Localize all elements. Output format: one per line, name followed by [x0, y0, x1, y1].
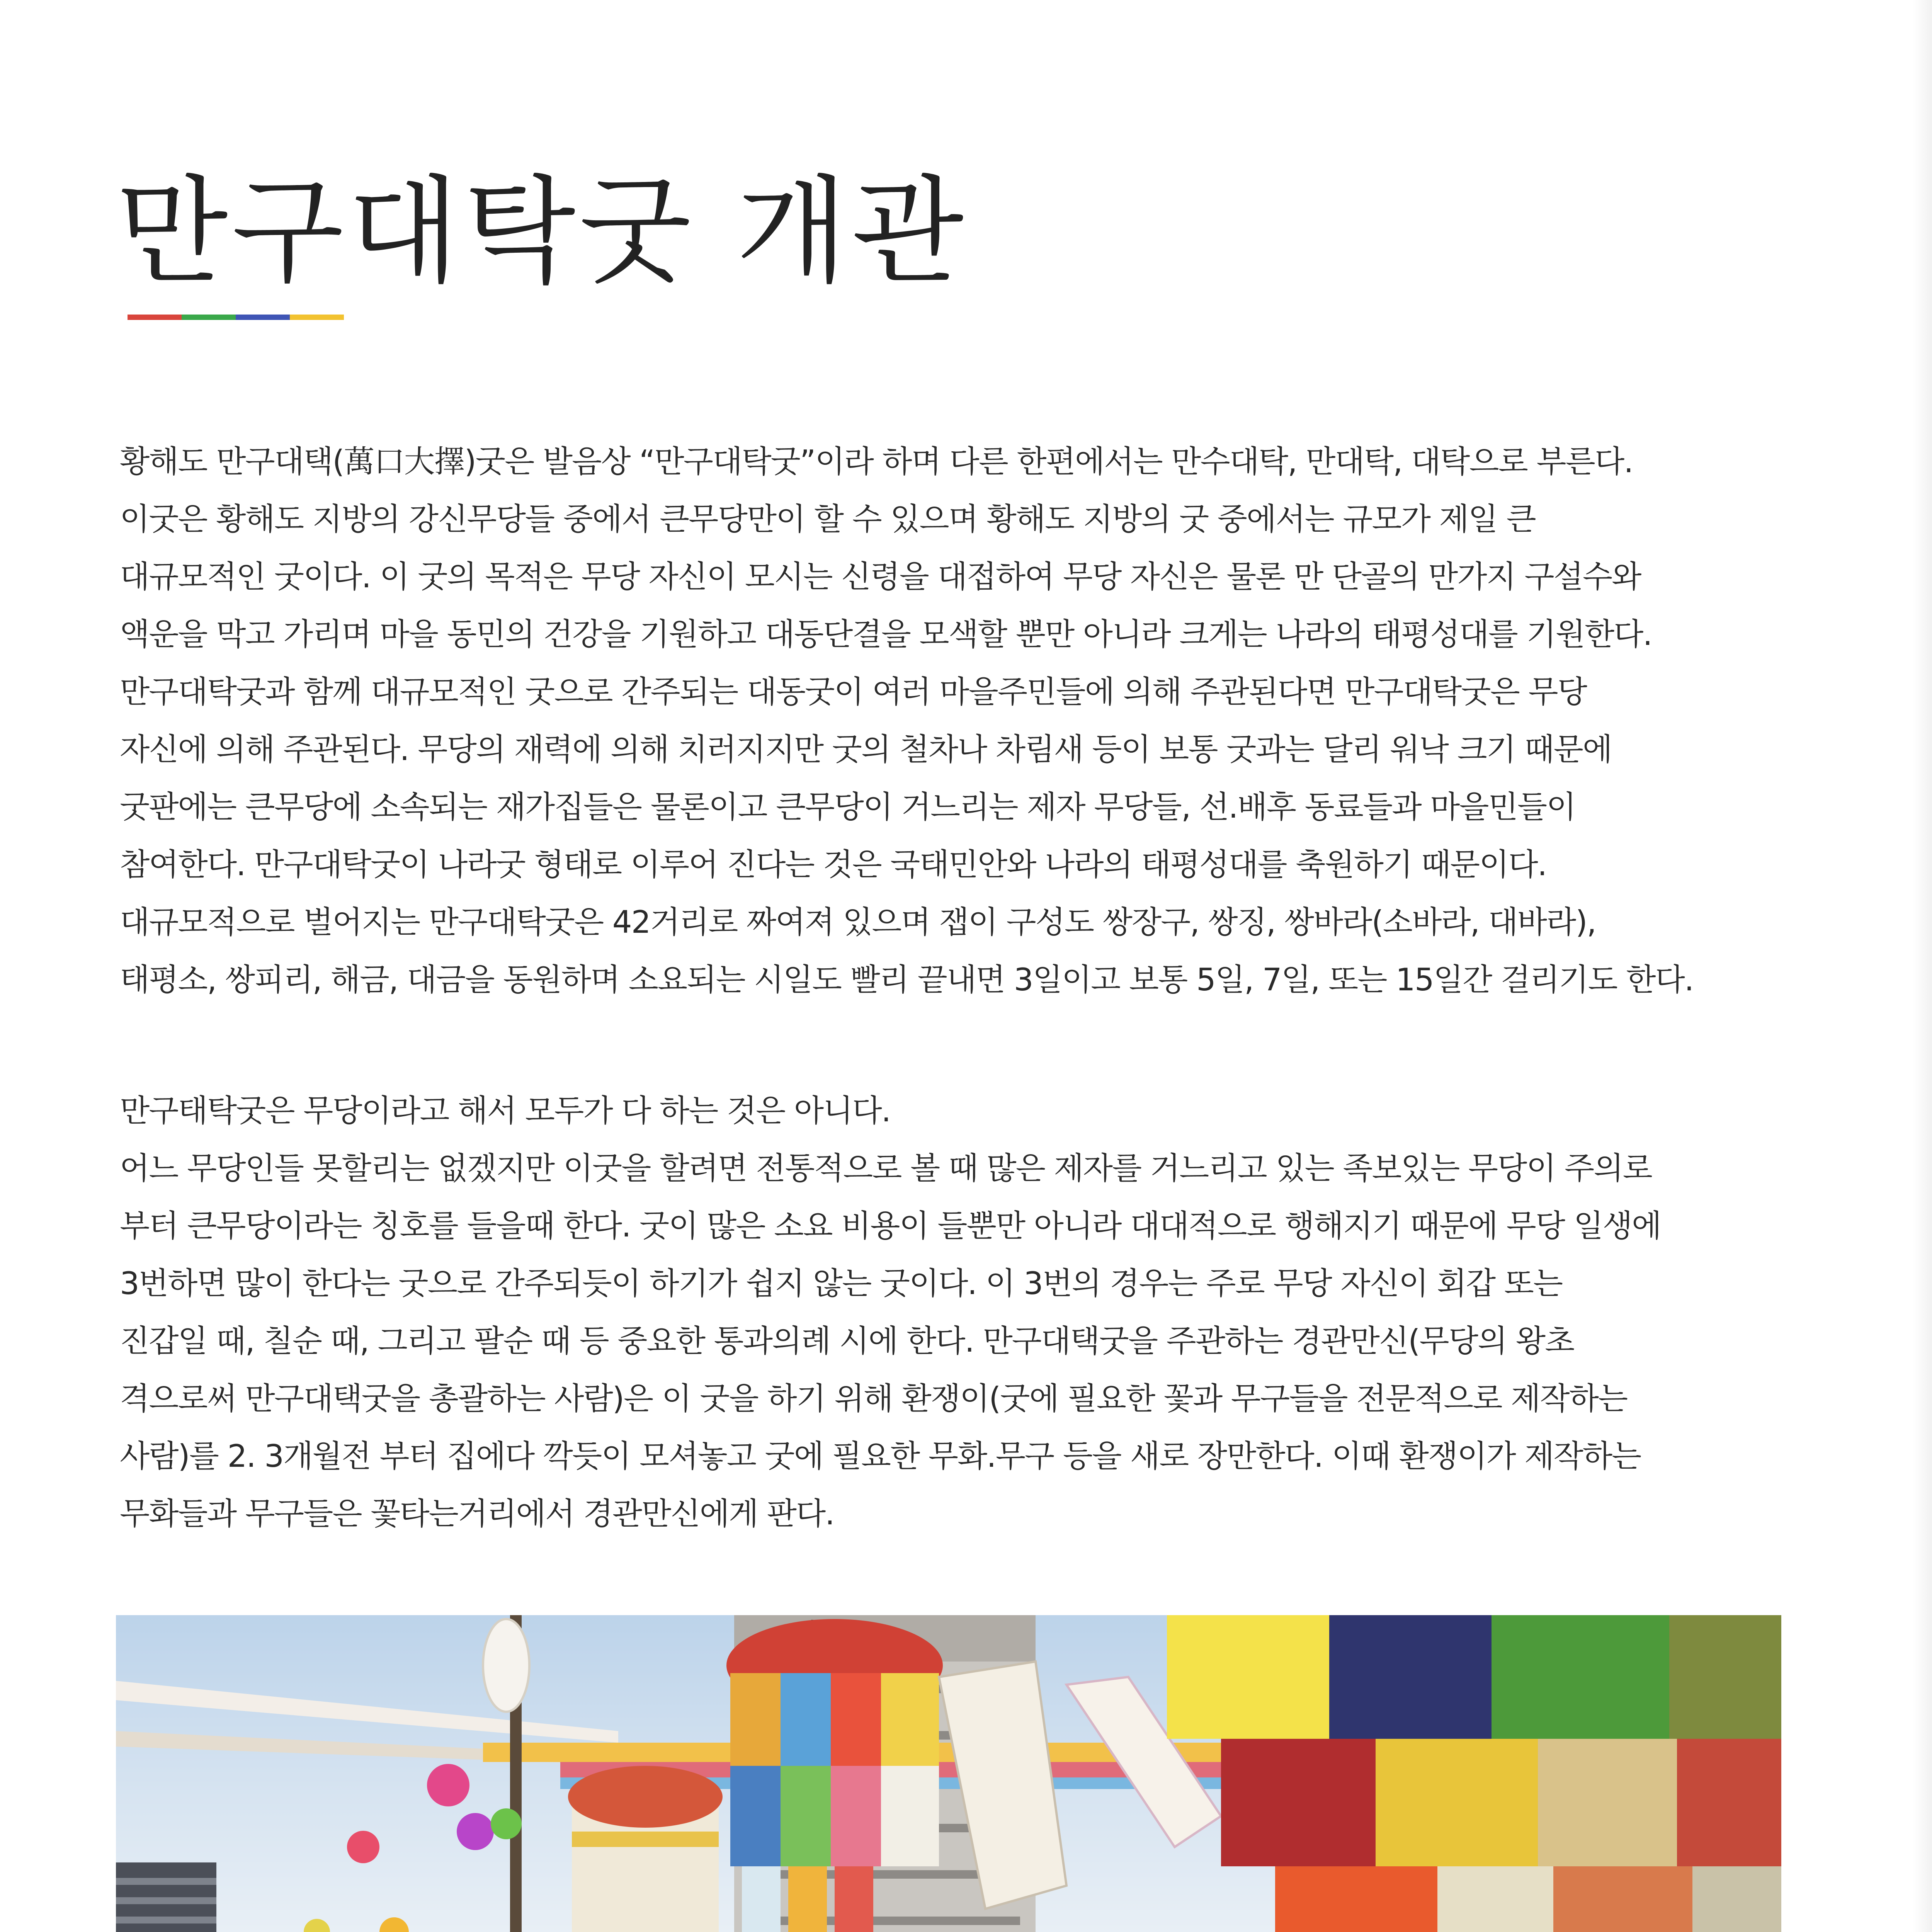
paragraph-line: 액운을 막고 가리며 마을 동민의 건강을 기원하고 대동단결을 모색할 뿐만 아니라 크게는 나라의 태평성대를 기원한다.	[120, 616, 1652, 652]
paragraph-line: 어느 무당인들 못할리는 없겠지만 이굿을 할려면 전통적으로 볼 때 많은 제자를 거느리고 있는 족보있는 무당이 주의로	[120, 1150, 1652, 1186]
page-edge-shadow	[1913, 0, 1932, 1932]
accent-segment-red	[128, 315, 182, 320]
yellow-pompom	[379, 1917, 409, 1932]
green-pompom	[491, 1808, 522, 1839]
paragraph-line: 태평소, 쌍피리, 해금, 대금을 동원하며 소요되는 시일도 빨리 끝내면 3일이고 보통 5일, 7일, 또는 15일간 걸리기도 한다.	[120, 962, 1694, 998]
purple-pompom	[457, 1813, 494, 1850]
patchwork-right	[1167, 1615, 1781, 1932]
accent-segment-green	[182, 315, 236, 320]
paper-flower-top	[483, 1619, 529, 1712]
paragraph-line: 3번하면 많이 한다는 굿으로 간주되듯이 하기가 쉽지 않는 굿이다. 이 3번의 경우는 주로 무당 자신이 회갑 또는	[120, 1265, 1563, 1301]
paragraph-line: 대규모적으로 벌어지는 만구대탁굿은 42거리로 짜여져 있으며 잽이 구성도 쌍장구, 쌍징, 쌍바라(소바라, 대바라),	[120, 904, 1596, 940]
yellow-pompom-2	[304, 1919, 330, 1932]
page-title: 만구대탁굿 개관	[116, 164, 968, 299]
accent-segment-yellow	[290, 315, 344, 320]
paragraph-line: 사람)를 2. 3개월전 부터 집에다 깍듯이 모셔놓고 굿에 필요한 무화.무구 등을 새로 장만한다. 이때 환쟁이가 제작하는	[120, 1438, 1641, 1474]
photo-illustration	[116, 1615, 1781, 1932]
paragraph-line: 이굿은 황해도 지방의 강신무당들 중에서 큰무당만이 할 수 있으며 황해도 지방의 굿 중에서는 규모가 제일 큰	[120, 501, 1536, 537]
paragraph-line: 황해도 만구대택(萬口大擇)굿은 발음상 “만구대탁굿”이라 하며 다른 한편에서는 만수대탁, 만대탁, 대탁으로 부른다.	[120, 444, 1633, 480]
ritual-flowers-photo	[116, 1615, 1781, 1932]
paragraph-line: 진갑일 때, 칠순 때, 그리고 팔순 때 등 중요한 통과의례 시에 한다. 만구대택굿을 주관하는 경관만신(무당의 왕초	[120, 1323, 1574, 1359]
paragraph-line: 부터 큰무당이라는 칭호를 들을때 한다. 굿이 많은 소요 비용이 들뿐만 아니라 대대적으로 행해지기 때문에 무당 일생에	[120, 1208, 1661, 1244]
intro-paragraph	[120, 433, 1812, 1009]
second-paragraph	[120, 1082, 1812, 1543]
red-pompom	[347, 1831, 379, 1863]
pink-pompom	[427, 1764, 469, 1806]
accent-segment-blue	[236, 315, 290, 320]
title-accent-bar	[128, 315, 344, 320]
paragraph-line: 자신에 의해 주관된다. 무당의 재력에 의해 치러지지만 굿의 철차나 차림새 등이 보통 굿과는 달리 워낙 크기 때문에	[120, 731, 1612, 767]
white-streamer	[116, 1681, 618, 1743]
paragraph-line: 굿판에는 큰무당에 소속되는 재가집들은 물론이고 큰무당이 거느리는 제자 무당들, 선.배후 동료들과 마을민들이	[120, 789, 1576, 825]
paragraph-line: 격으로써 만구대택굿을 총괄하는 사람)은 이 굿을 하기 위해 환쟁이(굿에 필요한 꽃과 무구들을 전문적으로 제작하는	[120, 1381, 1628, 1417]
paragraph-line: 무화들과 무구들은 꽃타는거리에서 경관만신에게 판다.	[120, 1496, 834, 1532]
paragraph-line: 만구태탁굿은 무당이라고 해서 모두가 다 하는 것은 아니다.	[120, 1093, 891, 1129]
paragraph-line: 참여한다. 만구대탁굿이 나라굿 형태로 이루어 진다는 것은 국태민안와 나라의 태평성대를 축원하기 때문이다.	[120, 847, 1547, 883]
paragraph-line: 만구대탁굿과 함께 대규모적인 굿으로 간주되는 대동굿이 여러 마을주민들에 의해 주관된다면 만구대탁굿은 무당	[120, 674, 1587, 710]
lantern-left-band	[572, 1832, 719, 1847]
paragraph-line: 대규모적인 굿이다. 이 굿의 목적은 무당 자신이 모시는 신령을 대접하여 무당 자신은 물론 만 단골의 만가지 구설수와	[120, 559, 1641, 595]
lantern-left-cap	[568, 1766, 723, 1828]
